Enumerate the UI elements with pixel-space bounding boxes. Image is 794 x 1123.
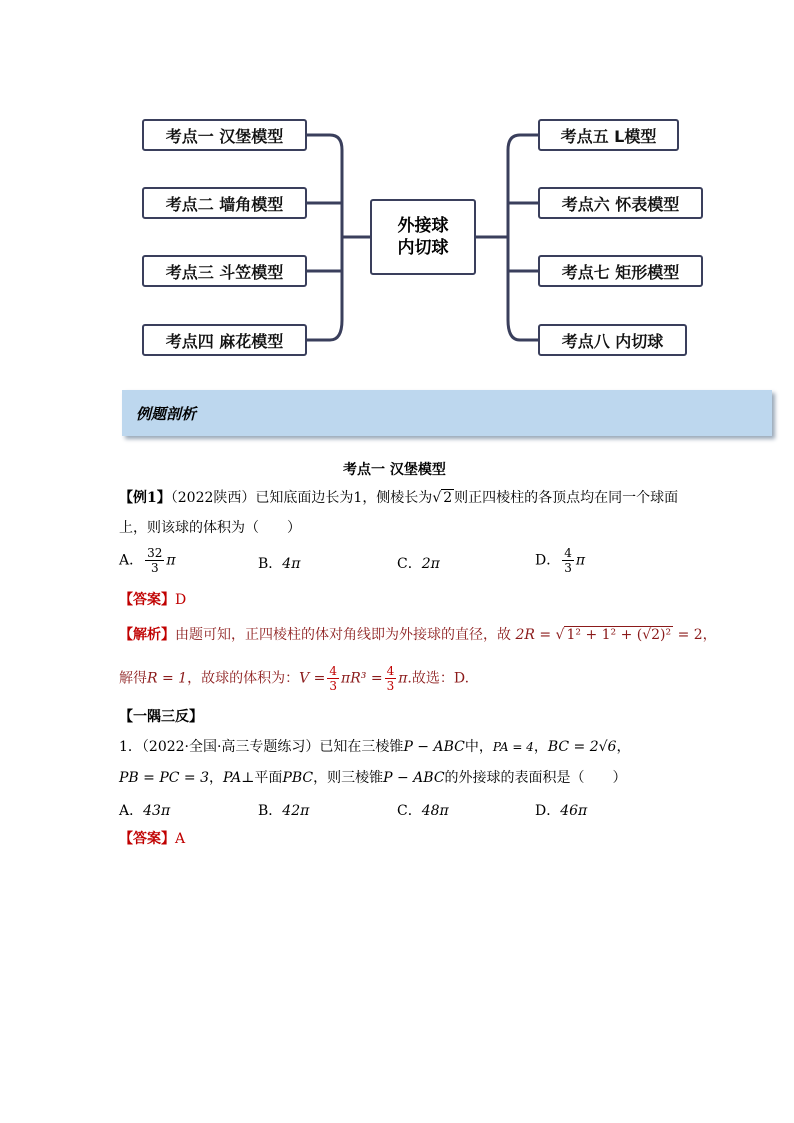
- frac-den: 3: [150, 561, 159, 575]
- formula-part: πR³ =: [341, 670, 383, 687]
- answer-value: D: [175, 592, 187, 608]
- option-value: 42π: [282, 803, 310, 819]
- question-text: 的外接球的表面积是（ ）: [444, 770, 627, 786]
- math-expr: PA: [223, 770, 242, 786]
- analysis-text: ，故球的体积为：: [187, 670, 300, 687]
- center-line-1: 外接球: [397, 216, 449, 236]
- topic-box-5[interactable]: 考点五 L模型: [538, 119, 679, 151]
- practice-heading: 【一隅三反】: [119, 709, 203, 725]
- option-value: 2π: [421, 556, 440, 572]
- radical-sign: √: [555, 627, 565, 643]
- formula-rhs: = 2，: [677, 627, 717, 643]
- answer-value: A: [175, 831, 186, 847]
- formula-lhs: 2R =: [515, 627, 552, 643]
- sqrt-symbol: √: [432, 490, 442, 506]
- example-line-2: 上，则该球的体积为（ ）: [119, 520, 301, 536]
- topic-box-6[interactable]: 考点六 怀表模型: [538, 187, 703, 219]
- option-label: D．: [535, 552, 561, 569]
- topic-box-8[interactable]: 考点八 内切球: [538, 324, 687, 356]
- example-tag: 【例1】: [119, 490, 171, 506]
- option-value: 46π: [560, 803, 588, 819]
- practice-option-b[interactable]: [258, 800, 309, 820]
- question-text: ，则三棱锥: [313, 770, 384, 786]
- practice-option-c[interactable]: [397, 800, 449, 820]
- math-expr: PB = PC = 3: [119, 770, 210, 786]
- option-label: D．: [535, 803, 561, 819]
- example-analysis-1: [119, 624, 717, 644]
- question-text: ，: [209, 770, 224, 786]
- question-text: 1．（2022·全国·高三专题练习）已知在三棱锥: [119, 739, 404, 755]
- question-text: ⊥平面: [241, 770, 283, 786]
- math-expr: P − ABC: [403, 739, 465, 755]
- center-line-2: 内切球: [397, 238, 449, 258]
- practice-q1-line-1: [119, 736, 630, 756]
- mindmap-center: [370, 199, 476, 275]
- answer-tag: 【答案】: [119, 831, 175, 847]
- option-value: 43π: [143, 803, 171, 819]
- option-label: B．: [258, 803, 283, 819]
- analysis-text: 解得: [119, 670, 147, 687]
- topic-box-7[interactable]: 考点七 矩形模型: [538, 255, 703, 287]
- question-text: 中，: [464, 739, 493, 755]
- option-label: A．: [119, 552, 144, 569]
- example-option-d[interactable]: [535, 546, 585, 575]
- practice-option-d[interactable]: [535, 800, 587, 820]
- option-label: C．: [397, 803, 422, 819]
- example-text: 已知底面边长为: [255, 490, 354, 506]
- example-analysis-2: [119, 664, 469, 693]
- question-text: ，: [533, 739, 548, 755]
- topic-box-1[interactable]: 考点一 汉堡模型: [142, 119, 307, 151]
- radicand: 1² + 1² + (√2)²: [566, 627, 672, 643]
- example-text: 则正四棱柱的各顶点均在同一个球面: [454, 490, 679, 506]
- answer-tag: 【答案】: [119, 592, 175, 608]
- option-suffix: π: [166, 552, 176, 569]
- analysis-tag: 【解析】: [119, 627, 175, 643]
- banner-title: 例题剖析: [136, 404, 197, 423]
- sqrt-value: 2: [443, 490, 453, 506]
- question-text: ，: [616, 739, 631, 755]
- math-expr: PA = 4: [492, 740, 534, 754]
- left-bracket: [307, 135, 342, 340]
- math-expr: PBC: [282, 770, 314, 786]
- math-expr: BC = 2√6: [547, 739, 617, 755]
- frac-num: 32: [147, 546, 163, 560]
- example-option-b[interactable]: [258, 553, 300, 573]
- option-value: 48π: [421, 803, 449, 819]
- option-suffix: π: [575, 552, 586, 569]
- topic-box-2[interactable]: 考点二 墙角模型: [142, 187, 307, 219]
- section-title: 考点一 汉堡模型: [343, 462, 446, 478]
- example-n1: 1: [353, 490, 363, 506]
- frac-den: 3: [329, 679, 338, 693]
- option-label: A．: [119, 803, 144, 819]
- formula-v: V =: [299, 670, 326, 687]
- option-label: C．: [397, 556, 422, 572]
- frac-den: 3: [386, 679, 395, 693]
- option-value: 4π: [282, 556, 301, 572]
- practice-answer: [119, 828, 185, 848]
- topic-box-3[interactable]: 考点三 斗笠模型: [142, 255, 307, 287]
- example-answer: [119, 589, 186, 609]
- example-line-1: [119, 487, 678, 507]
- practice-q1-line-2: [119, 767, 627, 787]
- math-expr: P − ABC: [383, 770, 445, 786]
- topic-box-4[interactable]: 考点四 麻花模型: [142, 324, 307, 356]
- analysis-text: 由题可知，正四棱柱的体对角线即为外接球的直径，故: [175, 627, 511, 643]
- right-bracket: [508, 135, 538, 340]
- example-source: （2022陕西）: [170, 490, 256, 506]
- formula-part: π: [398, 670, 408, 687]
- frac-num: 4: [329, 664, 338, 678]
- example-option-c[interactable]: [397, 553, 440, 573]
- example-text: ，侧棱长为: [362, 490, 433, 506]
- frac-num: 4: [564, 546, 572, 560]
- frac-num: 4: [386, 664, 395, 678]
- option-label: B．: [258, 556, 283, 572]
- example-option-a[interactable]: [119, 546, 176, 575]
- practice-option-a[interactable]: [119, 800, 170, 820]
- formula-r: R = 1: [147, 670, 188, 687]
- analysis-text: .故选：D.: [407, 670, 470, 687]
- frac-den: 3: [564, 561, 572, 575]
- section-banner: [122, 390, 772, 436]
